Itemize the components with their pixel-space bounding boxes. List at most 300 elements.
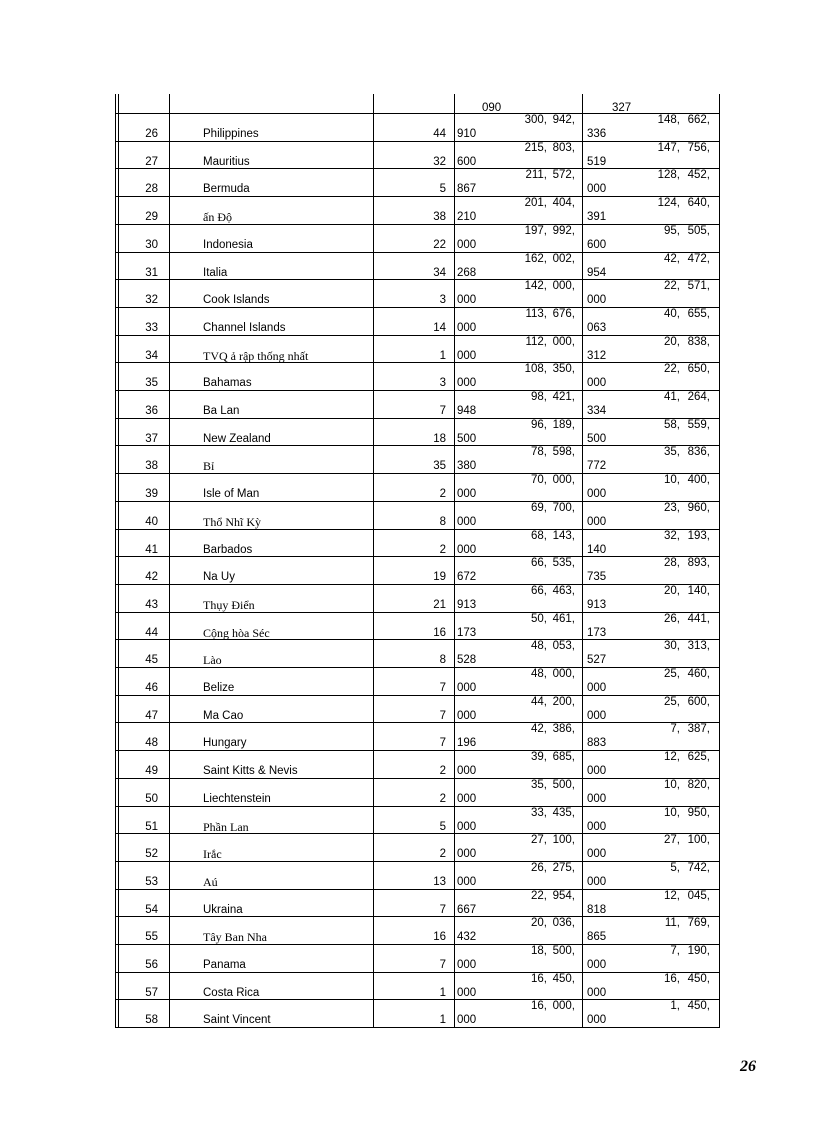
cell-stt: 43 — [145, 599, 158, 611]
row-separator — [115, 307, 720, 308]
cell-d1: 128, — [657, 169, 680, 181]
cell-c: 735 — [587, 571, 607, 583]
cell-a: 600 — [457, 156, 477, 168]
cell-d1: 124, — [657, 197, 680, 209]
cell-d1: 95, — [664, 225, 680, 237]
cell-count: 44 — [433, 128, 446, 140]
cell-name: Cộng hòa Séc — [203, 626, 270, 640]
cell-b1: 26, — [531, 862, 547, 874]
cell-b1: 48, — [531, 668, 547, 680]
cell-b1: 78, — [531, 446, 547, 458]
cell-name: Bỉ — [203, 459, 215, 473]
cell-c: 140 — [587, 544, 607, 556]
cell-d2: 505, — [687, 225, 710, 237]
cell-stt: 44 — [145, 627, 158, 639]
cell-d2: 472, — [687, 253, 710, 265]
cell-count: 3 — [439, 377, 446, 389]
cell-c: 312 — [587, 350, 607, 362]
cell-count: 7 — [439, 737, 446, 749]
cell-stt: 36 — [145, 405, 158, 417]
cell-d1: 25, — [664, 668, 680, 680]
cell-d1: 1, — [670, 1000, 680, 1012]
cell-a: 000 — [457, 959, 477, 971]
cell-count: 32 — [433, 156, 446, 168]
cell-name: ấn Độ — [203, 210, 232, 224]
cell-c: 000 — [587, 821, 607, 833]
cell-b1: 215, — [524, 142, 547, 154]
cell-b1: 66, — [531, 585, 547, 597]
cell-c: 000 — [587, 876, 607, 888]
col-divider-count — [373, 94, 374, 1027]
row-separator — [115, 806, 720, 807]
col-divider-a — [454, 94, 455, 1027]
cell-count: 7 — [439, 959, 446, 971]
cell-d2: 387, — [687, 723, 710, 735]
row-separator — [115, 529, 720, 530]
cell-d1: 41, — [664, 391, 680, 403]
row-separator — [115, 335, 720, 336]
cell-c: 000 — [587, 765, 607, 777]
cell-a: 913 — [457, 599, 477, 611]
cell-a: 000 — [457, 876, 477, 888]
row-separator — [115, 418, 720, 419]
cell-name: Thụy Điển — [203, 598, 255, 612]
cell-count: 14 — [433, 322, 446, 334]
cell-c: 000 — [587, 516, 607, 528]
cell-a: 210 — [457, 211, 477, 223]
cell-d2: 950, — [687, 807, 710, 819]
cell-d1: 25, — [664, 696, 680, 708]
cell-c: 173 — [587, 627, 607, 639]
cell-b2: 200, — [552, 696, 575, 708]
cell-a: 000 — [457, 294, 477, 306]
cell-a: 867 — [457, 183, 477, 195]
cell-b2: 954, — [552, 890, 575, 902]
cell-count: 34 — [433, 267, 446, 279]
cell-b1: 39, — [531, 751, 547, 763]
header-col5-tail: 327 — [612, 102, 632, 114]
cell-a: 000 — [457, 710, 477, 722]
cell-name: Aú — [203, 875, 218, 889]
cell-c: 000 — [587, 793, 607, 805]
cell-c: 000 — [587, 682, 607, 694]
cell-count: 1 — [439, 1014, 446, 1026]
cell-name: Bermuda — [203, 183, 250, 195]
cell-c: 865 — [587, 931, 607, 943]
cell-c: 336 — [587, 128, 607, 140]
cell-d2: 960, — [687, 502, 710, 514]
col-divider-name — [169, 94, 170, 1027]
cell-b1: 18, — [531, 945, 547, 957]
cell-count: 19 — [433, 571, 446, 583]
cell-count: 2 — [439, 544, 446, 556]
cell-b2: 053, — [552, 640, 575, 652]
cell-stt: 47 — [145, 710, 158, 722]
cell-stt: 38 — [145, 460, 158, 472]
cell-b2: 572, — [552, 169, 575, 181]
cell-d2: 662, — [687, 114, 710, 126]
cell-a: 000 — [457, 516, 477, 528]
row-separator — [115, 501, 720, 502]
cell-b1: 98, — [531, 391, 547, 403]
table-right-border — [719, 94, 720, 1027]
cell-c: 527 — [587, 654, 607, 666]
cell-count: 38 — [433, 211, 446, 223]
cell-stt: 52 — [145, 848, 158, 860]
cell-d2: 450, — [687, 973, 710, 985]
cell-b2: 350, — [552, 363, 575, 375]
cell-c: 913 — [587, 599, 607, 611]
row-separator — [115, 778, 720, 779]
cell-count: 2 — [439, 765, 446, 777]
row-separator — [115, 252, 720, 253]
cell-d1: 12, — [664, 751, 680, 763]
cell-d2: 140, — [687, 585, 710, 597]
cell-c: 000 — [587, 987, 607, 999]
cell-d2: 400, — [687, 474, 710, 486]
cell-c: 000 — [587, 183, 607, 195]
row-separator — [115, 972, 720, 973]
cell-d1: 10, — [664, 779, 680, 791]
cell-b1: 27, — [531, 834, 547, 846]
cell-c: 600 — [587, 239, 607, 251]
cell-b2: 002, — [552, 253, 575, 265]
cell-b1: 44, — [531, 696, 547, 708]
cell-b1: 66, — [531, 557, 547, 569]
cell-c: 000 — [587, 959, 607, 971]
cell-count: 35 — [433, 460, 446, 472]
cell-stt: 41 — [145, 544, 158, 556]
cell-a: 000 — [457, 377, 477, 389]
row-separator — [115, 861, 720, 862]
cell-d2: 460, — [687, 668, 710, 680]
cell-name: Belize — [203, 682, 235, 694]
cell-stt: 33 — [145, 322, 158, 334]
cell-c: 000 — [587, 488, 607, 500]
cell-b2: 000, — [552, 336, 575, 348]
cell-b2: 500, — [552, 779, 575, 791]
cell-stt: 46 — [145, 682, 158, 694]
cell-a: 667 — [457, 904, 477, 916]
cell-stt: 49 — [145, 765, 158, 777]
cell-stt: 48 — [145, 737, 158, 749]
cell-b1: 68, — [531, 530, 547, 542]
cell-d1: 58, — [664, 419, 680, 431]
cell-b2: 598, — [552, 446, 575, 458]
cell-a: 000 — [457, 239, 477, 251]
cell-stt: 53 — [145, 876, 158, 888]
cell-count: 18 — [433, 433, 446, 445]
cell-d2: 742, — [687, 862, 710, 874]
cell-name: Costa Rica — [203, 987, 260, 999]
cell-name: Isle of Man — [203, 488, 260, 500]
cell-name: Lào — [203, 653, 222, 667]
cell-b2: 000, — [552, 280, 575, 292]
cell-d2: 450, — [687, 1000, 710, 1012]
cell-d1: 40, — [664, 308, 680, 320]
cell-d2: 441, — [687, 613, 710, 625]
cell-b2: 461, — [552, 613, 575, 625]
cell-b1: 69, — [531, 502, 547, 514]
cell-c: 954 — [587, 267, 607, 279]
cell-name: Ukraina — [203, 904, 243, 916]
cell-name: Ba Lan — [203, 405, 240, 417]
cell-b1: 20, — [531, 917, 547, 929]
cell-d2: 650, — [687, 363, 710, 375]
cell-b1: 113, — [525, 308, 547, 320]
cell-d1: 26, — [664, 613, 680, 625]
cell-a: 672 — [457, 571, 477, 583]
cell-count: 7 — [439, 682, 446, 694]
cell-a: 000 — [457, 544, 477, 556]
cell-stt: 55 — [145, 931, 158, 943]
cell-b1: 33, — [531, 807, 547, 819]
cell-stt: 58 — [145, 1014, 158, 1026]
cell-count: 8 — [439, 516, 446, 528]
cell-d1: 35, — [664, 446, 680, 458]
cell-d2: 100, — [687, 834, 710, 846]
cell-name: Ma Cao — [203, 710, 244, 722]
cell-b2: 803, — [552, 142, 575, 154]
cell-stt: 32 — [145, 294, 158, 306]
cell-b2: 000, — [552, 668, 575, 680]
cell-name: Saint Kitts & Nevis — [203, 765, 298, 777]
row-separator — [115, 944, 720, 945]
cell-stt: 26 — [145, 128, 158, 140]
cell-name: Phần Lan — [203, 820, 249, 834]
cell-name: Philippines — [203, 128, 259, 140]
cell-count: 1 — [439, 987, 446, 999]
row-separator — [115, 141, 720, 142]
cell-stt: 28 — [145, 183, 158, 195]
cell-count: 1 — [439, 350, 446, 362]
cell-stt: 29 — [145, 211, 158, 223]
cell-b1: 16, — [531, 1000, 547, 1012]
cell-d1: 16, — [664, 973, 680, 985]
row-separator — [115, 889, 720, 890]
cell-d2: 190, — [687, 945, 710, 957]
cell-count: 22 — [433, 239, 446, 251]
cell-name: Italia — [203, 267, 228, 279]
cell-c: 000 — [587, 294, 607, 306]
cell-b2: 535, — [552, 557, 575, 569]
cell-stt: 39 — [145, 488, 158, 500]
cell-d1: 12, — [664, 890, 680, 902]
row-separator — [115, 695, 720, 696]
cell-b1: 22, — [531, 890, 547, 902]
cell-d2: 625, — [687, 751, 710, 763]
cell-stt: 54 — [145, 904, 158, 916]
cell-count: 3 — [439, 294, 446, 306]
cell-c: 000 — [587, 710, 607, 722]
cell-d2: 756, — [687, 142, 710, 154]
col-divider-c — [582, 94, 583, 1027]
cell-d1: 22, — [664, 280, 680, 292]
row-separator — [115, 750, 720, 751]
cell-name: TVQ ả rập thống nhất — [203, 349, 309, 363]
cell-a: 000 — [457, 821, 477, 833]
cell-name: Mauritius — [203, 156, 250, 168]
cell-name: Channel Islands — [203, 322, 286, 334]
cell-a: 000 — [457, 350, 477, 362]
cell-stt: 34 — [145, 350, 158, 362]
cell-b2: 676, — [552, 308, 575, 320]
cell-c: 000 — [587, 1014, 607, 1026]
cell-d2: 655, — [687, 308, 710, 320]
cell-d2: 452, — [687, 169, 710, 181]
table-left-border — [115, 94, 116, 1027]
cell-stt: 56 — [145, 959, 158, 971]
cell-b2: 404, — [552, 197, 575, 209]
cell-b1: 48, — [531, 640, 547, 652]
cell-c: 818 — [587, 904, 607, 916]
cell-b2: 275, — [552, 862, 575, 874]
cell-b2: 463, — [552, 585, 575, 597]
cell-d1: 7, — [670, 723, 680, 735]
cell-b1: 211, — [525, 169, 547, 181]
cell-d1: 23, — [664, 502, 680, 514]
cell-b1: 142, — [524, 280, 547, 292]
cell-b2: 435, — [552, 807, 575, 819]
header-col4-tail: 090 — [482, 102, 502, 114]
cell-stt: 50 — [145, 793, 158, 805]
cell-b2: 143, — [552, 530, 575, 542]
cell-d2: 640, — [687, 197, 710, 209]
cell-a: 000 — [457, 793, 477, 805]
cell-name: Bahamas — [203, 377, 252, 389]
cell-d1: 10, — [664, 474, 680, 486]
cell-d2: 313, — [687, 640, 710, 652]
cell-stt: 27 — [145, 156, 158, 168]
cell-name: Tây Ban Nha — [203, 930, 267, 944]
cell-count: 2 — [439, 488, 446, 500]
cell-b1: 300, — [524, 114, 547, 126]
cell-d1: 32, — [664, 530, 680, 542]
cell-d2: 838, — [687, 336, 710, 348]
cell-c: 000 — [587, 377, 607, 389]
cell-d1: 5, — [670, 862, 680, 874]
cell-a: 000 — [457, 848, 477, 860]
cell-b1: 16, — [531, 973, 547, 985]
cell-b2: 036, — [552, 917, 575, 929]
cell-b2: 450, — [552, 973, 575, 985]
cell-name: Saint Vincent — [203, 1014, 271, 1026]
cell-a: 000 — [457, 488, 477, 500]
cell-d1: 28, — [664, 557, 680, 569]
cell-b1: 50, — [531, 613, 547, 625]
cell-b2: 942, — [552, 114, 575, 126]
row-separator — [115, 196, 720, 197]
cell-d2: 820, — [687, 779, 710, 791]
cell-d2: 559, — [687, 419, 710, 431]
cell-a: 500 — [457, 433, 477, 445]
cell-count: 2 — [439, 848, 446, 860]
cell-name: Thổ Nhĩ Kỳ — [203, 515, 261, 529]
cell-d1: 22, — [664, 363, 680, 375]
cell-count: 7 — [439, 710, 446, 722]
cell-a: 268 — [457, 267, 477, 279]
cell-c: 500 — [587, 433, 607, 445]
cell-name: Indonesia — [203, 239, 253, 251]
cell-b1: 96, — [531, 419, 547, 431]
cell-b2: 500, — [552, 945, 575, 957]
cell-b1: 42, — [531, 723, 547, 735]
row-separator — [115, 667, 720, 668]
cell-b2: 000, — [552, 474, 575, 486]
cell-b1: 108, — [524, 363, 547, 375]
cell-a: 173 — [457, 627, 477, 639]
cell-d1: 7, — [670, 945, 680, 957]
cell-d2: 836, — [687, 446, 710, 458]
cell-c: 000 — [587, 848, 607, 860]
cell-b2: 992, — [552, 225, 575, 237]
cell-count: 7 — [439, 405, 446, 417]
row-separator — [115, 612, 720, 613]
cell-stt: 35 — [145, 377, 158, 389]
cell-d1: 30, — [664, 640, 680, 652]
cell-d2: 045, — [687, 890, 710, 902]
cell-c: 063 — [587, 322, 607, 334]
cell-stt: 42 — [145, 571, 158, 583]
cell-count: 5 — [439, 821, 446, 833]
row-separator — [115, 1027, 720, 1028]
cell-count: 16 — [433, 931, 446, 943]
table-left-border-inner — [118, 94, 119, 1027]
cell-count: 5 — [439, 183, 446, 195]
cell-d1: 10, — [664, 807, 680, 819]
cell-d2: 264, — [687, 391, 710, 403]
cell-a: 528 — [457, 654, 477, 666]
cell-a: 000 — [457, 682, 477, 694]
cell-a: 196 — [457, 737, 477, 749]
cell-b2: 386, — [552, 723, 575, 735]
cell-d2: 193, — [687, 530, 710, 542]
cell-stt: 57 — [145, 987, 158, 999]
cell-b2: 685, — [552, 751, 575, 763]
cell-d1: 147, — [657, 142, 680, 154]
cell-b2: 700, — [552, 502, 575, 514]
cell-d1: 20, — [664, 585, 680, 597]
cell-d1: 148, — [657, 114, 680, 126]
cell-a: 380 — [457, 460, 477, 472]
cell-b1: 70, — [531, 474, 547, 486]
cell-name: Na Uy — [203, 571, 235, 583]
page-number: 26 — [740, 1058, 756, 1075]
cell-c: 391 — [587, 211, 607, 223]
cell-b1: 201, — [524, 197, 547, 209]
cell-name: Cook Islands — [203, 294, 270, 306]
cell-count: 7 — [439, 904, 446, 916]
cell-d2: 600, — [687, 696, 710, 708]
cell-count: 2 — [439, 793, 446, 805]
cell-d1: 11, — [664, 917, 680, 929]
cell-d1: 27, — [664, 834, 680, 846]
cell-d1: 20, — [664, 336, 680, 348]
cell-a: 000 — [457, 322, 477, 334]
cell-c: 883 — [587, 737, 607, 749]
cell-a: 948 — [457, 405, 477, 417]
cell-d2: 769, — [687, 917, 710, 929]
cell-b2: 100, — [552, 834, 575, 846]
cell-c: 772 — [587, 460, 607, 472]
cell-b2: 000, — [552, 1000, 575, 1012]
row-separator — [115, 473, 720, 474]
cell-a: 000 — [457, 1014, 477, 1026]
cell-count: 13 — [433, 876, 446, 888]
cell-b1: 162, — [524, 253, 547, 265]
cell-d2: 571, — [687, 280, 710, 292]
cell-d2: 893, — [687, 557, 710, 569]
